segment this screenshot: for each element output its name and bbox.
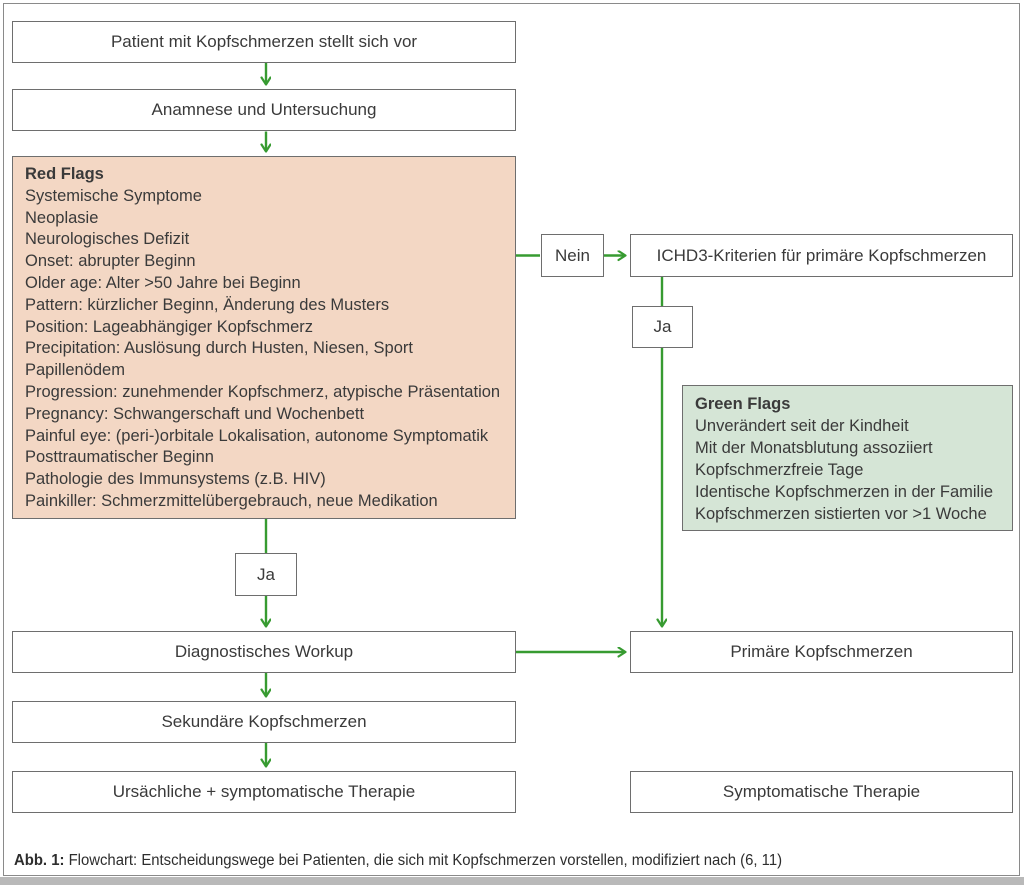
node-patient: Patient mit Kopfschmerzen stellt sich vor <box>12 21 516 63</box>
red-flags-title: Red Flags <box>25 165 104 183</box>
green-flag-item: Kopfschmerzen sistierten vor >1 Woche <box>695 505 987 523</box>
red-flag-item: Progression: zunehmender Kopfschmerz, atypische Präsentation <box>25 382 501 401</box>
green-flag-item: Kopfschmerzfreie Tage <box>695 461 864 479</box>
red-flag-item: Pattern: kürzlicher Beginn, Änderung des Musters <box>25 295 390 314</box>
caption-label: Abb. 1: <box>14 852 65 869</box>
red-flag-item: Painkiller: Schmerzmittelübergebrauch, neue Medikation <box>25 491 438 510</box>
green-flag-item: Unverändert seit der Kindheit <box>695 417 909 435</box>
green-flag-item: Mit der Monatsblutung assoziiert <box>695 439 933 457</box>
green-flags-title: Green Flags <box>695 395 791 413</box>
red-flag-item: Position: Lageabhängiger Kopfschmerz <box>25 317 314 336</box>
red-flag-item: Pregnancy: Schwangerschaft und Wochenbett <box>25 404 365 423</box>
red-flag-item: Onset: abrupter Beginn <box>25 252 196 271</box>
node-sekundaere-kopfschmerzen: Sekundäre Kopfschmerzen <box>12 701 516 743</box>
red-flag-item: Neurologisches Defizit <box>25 230 190 249</box>
node-anamnese: Anamnese und Untersuchung <box>12 89 516 131</box>
decision-label-ja-right: Ja <box>632 306 693 348</box>
green-flag-item: Identische Kopfschmerzen in der Familie <box>695 483 994 501</box>
red-flags-panel <box>12 156 516 519</box>
caption-text: Flowchart: Entscheidungswege bei Patienten, die sich mit Kopfschmerzen vorstellen, modifiziert nach (6, 11) <box>64 852 783 869</box>
red-flag-item: Older age: Alter >50 Jahre bei Beginn <box>25 273 301 292</box>
node-primaere-kopfschmerzen: Primäre Kopfschmerzen <box>630 631 1013 673</box>
node-ichd3-kriterien: ICHD3-Kriterien für primäre Kopfschmerzen <box>630 234 1013 277</box>
node-diagnostisches-workup: Diagnostisches Workup <box>12 631 516 673</box>
green-flags-panel <box>682 385 1013 531</box>
node-symptomatische-therapie: Symptomatische Therapie <box>630 771 1013 813</box>
red-flag-item: Pathologie des Immunsystems (z.B. HIV) <box>25 470 326 489</box>
decision-label-nein: Nein <box>541 234 604 277</box>
node-ursaechliche-therapie: Ursächliche + symptomatische Therapie <box>12 771 516 813</box>
red-flag-item: Posttraumatischer Beginn <box>25 448 214 467</box>
red-flag-item: Neoplasie <box>25 208 99 227</box>
red-flag-item: Systemische Symptome <box>25 186 202 205</box>
bottom-edge-strip <box>0 877 1024 885</box>
figure-caption <box>14 852 974 870</box>
red-flag-item: Papillenödem <box>25 361 125 380</box>
red-flag-item: Precipitation: Auslösung durch Husten, Niesen, Sport <box>25 339 413 358</box>
decision-label-ja-left: Ja <box>235 553 297 596</box>
red-flag-item: Painful eye: (peri-)orbitale Lokalisation, autonome Symptomatik <box>25 426 489 445</box>
